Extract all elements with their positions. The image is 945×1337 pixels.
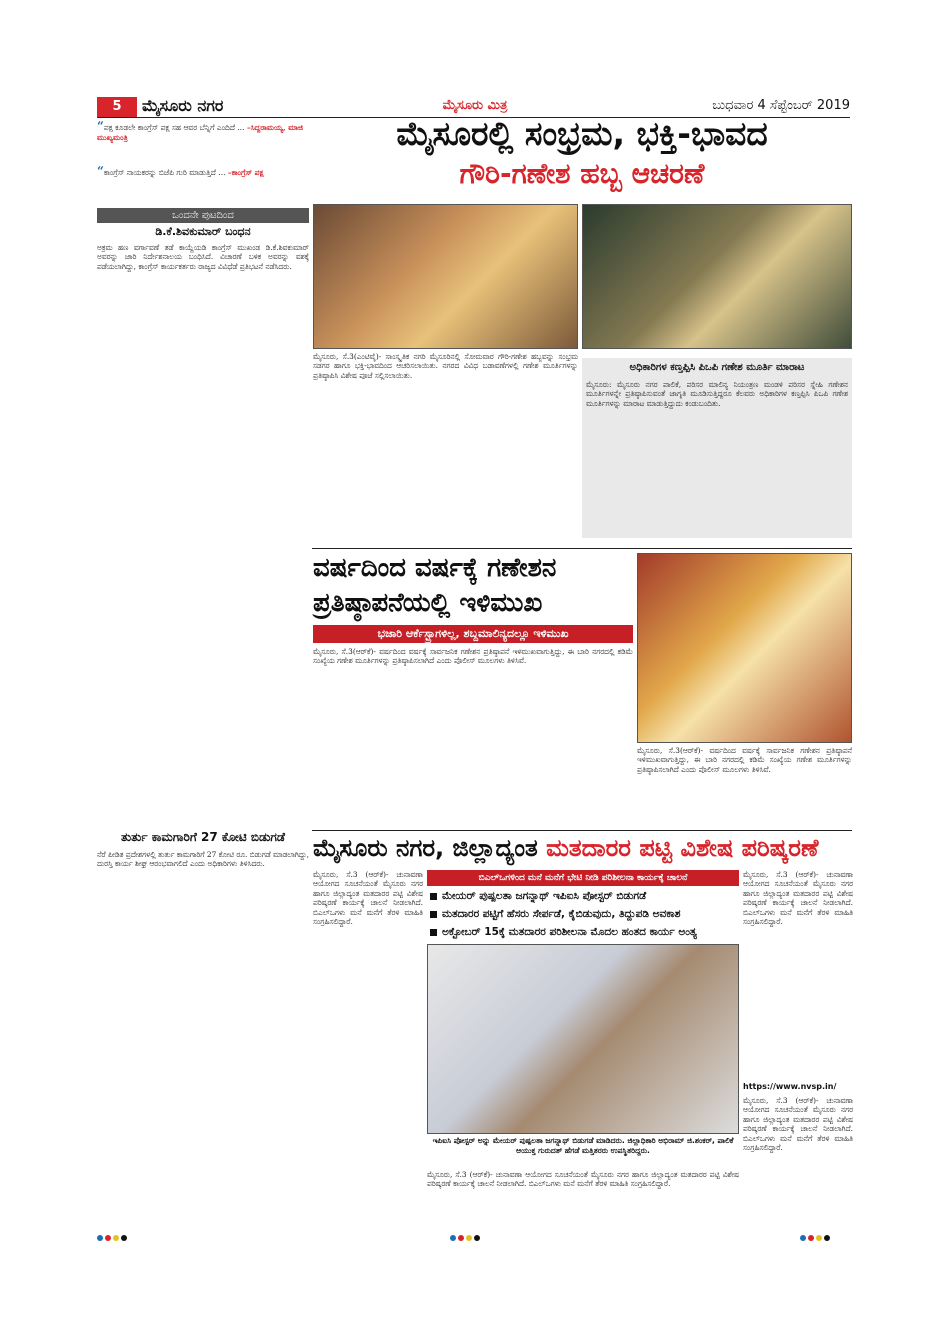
ganesha-idol-photo [637,553,852,743]
third-subhead: ಬಿಎಲ್‌ಒಗಳಿಂದ ಮನೆ ಮನೆಗೆ ಭೇಟಿ ನೀಡಿ ಪರಿಶೀಲನಾ ಕಾರ್ಯಕ್ಕೆ ಚಾಲನೆ [427,870,739,886]
top-story-body: ಮೈಸೂರು, ಸೆ.3(ಎಂಟಿವೈ)- ಸಾಂಸ್ಕೃತಿಕ ನಗರಿ ಮೈಸೂರಿನಲ್ಲಿ ಸೋಮವಾರ ಗೌರಿ-ಗಣೇಶ ಹಬ್ಬವನ್ನು ಸಂಭ್ರಮ ಸಡಗರ ಹಾಗೂ ಭಕ್ತಿ-ಭಾವದಿಂದ ಆಚರಿಸಲಾಯಿತು. ನಗರದ ವಿವಿಧ ಬಡಾವಣೆಗಳಲ್ಲಿ ಗಣೇಶ ಮೂರ್ತಿಗಳನ್ನು ಪ್ರತಿಷ್ಠಾಪಿಸಿ ವಿಶೇಷ ಪೂಜೆ ಸಲ್ಲಿಸಲಾಯಿತು. [313,352,578,380]
dot-icon [105,1235,111,1241]
third-headline [313,832,853,866]
pop-box-title: ಅಧಿಕಾರಿಗಳ ಕಣ್ತಪ್ಪಿಸಿ ಪಿಒಪಿ ಗಣೇಶ ಮೂರ್ತಿ ಮಾರಾಟ [629,362,805,373]
quote-text-2: ಕಾಂಗ್ರೆಸ್ ನಾಯಕರನ್ನು ಬಿಜೆಪಿ ಗುರಿ ಮಾಡುತ್ತಿದೆ ... [103,168,226,177]
color-registration-dots [97,1226,157,1234]
bullet-3 [430,924,740,940]
dot-icon [800,1235,806,1241]
top-headline-1: ಮೈಸೂರಲ್ಲಿ ಸಂಭ್ರಮ, ಭಕ್ತಿ-ಭಾವದ [396,114,768,153]
ganesha-pooja-photo [313,204,578,349]
quote-source-2: –ಕಾಂಗ್ರೆಸ್ ಪಕ್ಷ [227,168,264,177]
second-headline-2: ಪ್ರತಿಷ್ಠಾಪನೆಯಲ್ಲಿ ಇಳಿಮುಖ [313,588,543,618]
nvsp-website[interactable]: https://www.nvsp.in/ [743,1082,837,1091]
quote-source-1: –ಸಿದ್ದರಾಮಯ್ಯ, ಮಾಜಿ ಮುಖ್ಯಮಂತ್ರಿ [97,123,304,142]
bullet-square-icon [430,929,437,936]
quote-box-1 [97,119,309,167]
second-subhead: ಭಜಾರಿ ಆರ್ಕೆಸ್ಟ್ರಾಗಳಿಲ್ಲ, ಶಬ್ದಮಾಲಿನ್ಯದಲ್ಲೂ ಇಳಿಮುಖ [313,625,633,643]
quote-text-1: ಪಕ್ಷ ಕೂಡಲೇ ಕಾಂಗ್ರೆಸ್ ಪಕ್ಷ ಸಹ ಆವರ ಬೆನ್ನಿಗೆ ಎಂದಿದೆ ... [103,123,245,132]
top-headline-2: ಗೌರಿ-ಗಣೇಶ ಹಬ್ಬ ಆಚರಣೆ [459,157,705,190]
epic-poster-release-photo [427,944,739,1134]
dot-icon [824,1235,830,1241]
bullet-square-icon [430,911,437,918]
dot-icon [121,1235,127,1241]
dot-icon [97,1235,103,1241]
color-registration-dots [800,1226,860,1234]
bullet-1 [430,888,740,904]
story-body: ಅಕ್ರಮ ಹಣ ವರ್ಗಾವಣೆ ತಡೆ ಕಾಯ್ದೆಯಡಿ ಕಾಂಗ್ರೆಸ್ ಮುಖಂಡ ಡಿ.ಕೆ.ಶಿವಕುಮಾರ್ ಅವರನ್ನು ಜಾರಿ ನಿರ್ದೇಶನಾಲಯ ಬಂಧಿಸಿದೆ. ವಿಚಾರಣೆ ಬಳಿಕ ಅವರನ್ನು ವಶಕ್ಕೆ ಪಡೆಯಲಾಗಿದ್ದು, ಕಾಂಗ್ರೆಸ್ ಕಾರ್ಯಕರ್ತರು ರಾಜ್ಯದ ವಿವಿಧೆಡೆ ಪ್ರತಿಭಟನೆ ನಡೆಸಿದರು. [97,243,309,271]
bullet-text: ಮೇಯರ್ ಪುಷ್ಪಲತಾ ಜಗನ್ನಾಥ್ ಇಪಿಐಸಿ ಪೋಸ್ಟರ್ ಬಿಡುಗಡೆ [442,890,647,902]
divider-1 [312,548,852,549]
second-headline-1: ವರ್ಷದಿಂದ ವರ್ಷಕ್ಕೆ ಗಣೇಶನ [313,553,557,583]
dot-icon [474,1235,480,1241]
ganesha-immersion-photo [582,204,852,349]
bullet-2 [430,906,740,922]
second-story-body: ಮೈಸೂರು, ಸೆ.3(ಆರ್‌ಕೆ)- ವರ್ಷದಿಂದ ವರ್ಷಕ್ಕೆ ಸಾರ್ವಜನಿಕ ಗಣೇಶನ ಪ್ರತಿಷ್ಠಾಪನೆ ಇಳಿಮುಖವಾಗುತ್ತಿದ್ದು, ಈ ಬಾರಿ ನಗರದಲ್ಲಿ ಕಡಿಮೆ ಸಂಖ್ಯೆಯ ಗಣೇಶ ಮೂರ್ತಿಗಳನ್ನು ಪ್ರತಿಷ್ಠಾಪಿಸಲಾಗಿದೆ ಎಂದು ಪೊಲೀಸ್ ಮೂಲಗಳು ತಿಳಿಸಿವೆ. [313,647,633,666]
quote-open-icon: “ [97,119,104,133]
third-headline-black: ಮೈಸೂರು ನಗರ, ಜಿಲ್ಲಾದ್ಯಂತ [313,834,547,862]
story2-body: ನೆರೆ ಪೀಡಿತ ಪ್ರದೇಶಗಳಲ್ಲಿ ತುರ್ತು ಕಾಮಗಾರಿಗೆ 27 ಕೋಟಿ ರೂ. ಬಿಡುಗಡೆ ಮಾಡಲಾಗಿದ್ದು, ದುರಸ್ತಿ ಕಾರ್ಯ ಶೀಘ್ರ ಆರಂಭವಾಗಲಿದೆ ಎಂದು ಅಧಿಕಾರಿಗಳು ತಿಳಿಸಿದರು. [97,850,309,869]
third-story-body-bottom: ಮೈಸೂರು, ಸೆ.3 (ಆರ್‌ಕೆ)- ಚುನಾವಣಾ ಆಯೋಗದ ಸೂಚನೆಯಂತೆ ಮೈಸೂರು ನಗರ ಹಾಗೂ ಜಿಲ್ಲಾದ್ಯಂತ ಮತದಾರರ ಪಟ್ಟಿ ವಿಶೇಷ ಪರಿಷ್ಕರಣೆ ಕಾರ್ಯಕ್ಕೆ ಚಾಲನೆ ನೀಡಲಾಗಿದೆ. ಬಿಎಲ್‌ಒಗಳು ಮನೆ ಮನೆಗೆ ತೆರಳಿ ಮಾಹಿತಿ ಸಂಗ್ರಹಿಸಲಿದ್ದಾರೆ. [427,1170,739,1189]
dot-icon [450,1235,456,1241]
masthead: ಮೈಸೂರು ಮಿತ್ರ [442,98,508,113]
divider-2 [312,830,852,831]
dot-icon [113,1235,119,1241]
third-story-body-col3: ಮೈಸೂರು, ಸೆ.3 (ಆರ್‌ಕೆ)- ಚುನಾವಣಾ ಆಯೋಗದ ಸೂಚನೆಯಂತೆ ಮೈಸೂರು ನಗರ ಹಾಗೂ ಜಿಲ್ಲಾದ್ಯಂತ ಮತದಾರರ ಪಟ್ಟಿ ವಿಶೇಷ ಪರಿಷ್ಕರಣೆ ಕಾರ್ಯಕ್ಕೆ ಚಾಲನೆ ನೀಡಲಾಗಿದೆ. ಬಿಎಲ್‌ಒಗಳು ಮನೆ ಮನೆಗೆ ತೆರಳಿ ಮಾಹಿತಿ ಸಂಗ್ರಹಿಸಲಿದ್ದಾರೆ. [743,870,853,927]
bullet-text: ಅಕ್ಟೋಬರ್ 15ಕ್ಕೆ ಮತದಾರರ ಪರಿಶೀಲನಾ ಮೊದಲ ಹಂತದ ಕಾರ್ಯ ಅಂತ್ಯ [442,926,697,938]
page-number-badge [97,97,137,117]
date: ಬುಧವಾರ 4 ಸೆಪ್ಟೆಂಬರ್ 2019 [712,98,850,113]
continued-label: ಒಂದನೇ ಪುಟದಿಂದ [97,208,309,223]
page-number: 5 [112,99,122,114]
dot-icon [458,1235,464,1241]
dot-icon [808,1235,814,1241]
dot-icon [816,1235,822,1241]
color-registration-dots [450,1226,510,1234]
bullet-text: ಮತದಾರರ ಪಟ್ಟಿಗೆ ಹೆಸರು ಸೇರ್ಪಡೆ, ಕೈಬಿಡುವುದು, ತಿದ್ದುಪಡಿ ಅವಕಾಶ [442,908,681,920]
third-story-body-col3b: ಮೈಸೂರು, ಸೆ.3 (ಆರ್‌ಕೆ)- ಚುನಾವಣಾ ಆಯೋಗದ ಸೂಚನೆಯಂತೆ ಮೈಸೂರು ನಗರ ಹಾಗೂ ಜಿಲ್ಲಾದ್ಯಂತ ಮತದಾರರ ಪಟ್ಟಿ ವಿಶೇಷ ಪರಿಷ್ಕರಣೆ ಕಾರ್ಯಕ್ಕೆ ಚಾಲನೆ ನೀಡಲಾಗಿದೆ. ಬಿಎಲ್‌ಒಗಳು ಮನೆ ಮನೆಗೆ ತೆರಳಿ ಮಾಹಿತಿ ಸಂಗ್ರಹಿಸಲಿದ್ದಾರೆ. [743,1096,853,1153]
quote-box-2 [97,164,309,202]
subhead-left: ತುರ್ತು ಕಾಮಗಾರಿಗೆ 27 ಕೋಟಿ ಬಿಡುಗಡೆ [120,830,286,844]
photo-caption: ಇಪಿಐಸಿ ಪೋಸ್ಟರ್ ಅನ್ನು ಮೇಯರ್ ಪುಷ್ಪಲತಾ ಜಗನ್ನಾಥ್ ಬಿಡುಗಡೆ ಮಾಡಿದರು. ಜಿಲ್ಲಾಧಿಕಾರಿ ಅಭಿರಾಮ್ ಜಿ.ಶಂಕರ್, ಪಾಲಿಕೆ ಆಯುಕ್ತ ಗುರುದತ್ ಹೆಗಡೆ ಮತ್ತಿತರರು ಉಪಸ್ಥಿತರಿದ್ದರು. [432,1136,734,1155]
third-headline-red: ಮತದಾರರ ಪಟ್ಟಿ ವಿಶೇಷ ಪರಿಷ್ಕರಣೆ [546,834,819,862]
dot-icon [466,1235,472,1241]
story-title: ಡಿ.ಕೆ.ಶಿವಕುಮಾರ್ ಬಂಧನ [155,225,251,238]
second-story-body-cont: ಮೈಸೂರು, ಸೆ.3(ಆರ್‌ಕೆ)- ವರ್ಷದಿಂದ ವರ್ಷಕ್ಕೆ ಸಾರ್ವಜನಿಕ ಗಣೇಶನ ಪ್ರತಿಷ್ಠಾಪನೆ ಇಳಿಮುಖವಾಗುತ್ತಿದ್ದು, ಈ ಬಾರಿ ನಗರದಲ್ಲಿ ಕಡಿಮೆ ಸಂಖ್ಯೆಯ ಗಣೇಶ ಮೂರ್ತಿಗಳನ್ನು ಪ್ರತಿಷ್ಠಾಪಿಸಲಾಗಿದೆ ಎಂದು ಪೊಲೀಸ್ ಮೂಲಗಳು ತಿಳಿಸಿವೆ. [637,746,852,774]
third-story-body-col1: ಮೈಸೂರು, ಸೆ.3 (ಆರ್‌ಕೆ)- ಚುನಾವಣಾ ಆಯೋಗದ ಸೂಚನೆಯಂತೆ ಮೈಸೂರು ನಗರ ಹಾಗೂ ಜಿಲ್ಲಾದ್ಯಂತ ಮತದಾರರ ಪಟ್ಟಿ ವಿಶೇಷ ಪರಿಷ್ಕರಣೆ ಕಾರ್ಯಕ್ಕೆ ಚಾಲನೆ ನೀಡಲಾಗಿದೆ. ಬಿಎಲ್‌ಒಗಳು ಮನೆ ಮನೆಗೆ ತೆರಳಿ ಮಾಹಿತಿ ಸಂಗ್ರಹಿಸಲಿದ್ದಾರೆ. [313,870,423,927]
section-title: ಮೈಸೂರು ನಗರ [142,96,224,115]
pop-box-body: ಮೈಸೂರು: ಮೈಸೂರು ನಗರ ಪಾಲಿಕೆ, ಪರಿಸರ ಮಾಲಿನ್ಯ ನಿಯಂತ್ರಣ ಮಂಡಳಿ ಪರಿಸರ ಸ್ನೇಹಿ ಗಣೇಶನ ಮೂರ್ತಿಗಳನ್ನೇ ಪ್ರತಿಷ್ಠಾಪಿಸುವಂತೆ ಜಾಗೃತಿ ಮೂಡಿಸುತ್ತಿದ್ದರೂ ಕೆಲವರು ಅಧಿಕಾರಿಗಳ ಕಣ್ತಪ್ಪಿಸಿ ಪಿಒಪಿ ಗಣೇಶ ಮೂರ್ತಿಗಳನ್ನು ಮಾರಾಟ ಮಾಡುತ್ತಿದ್ದುದು ಕಂಡುಬಂದಿತು. [586,380,848,408]
quote-open-icon: “ [97,164,104,178]
bullet-square-icon [430,893,437,900]
